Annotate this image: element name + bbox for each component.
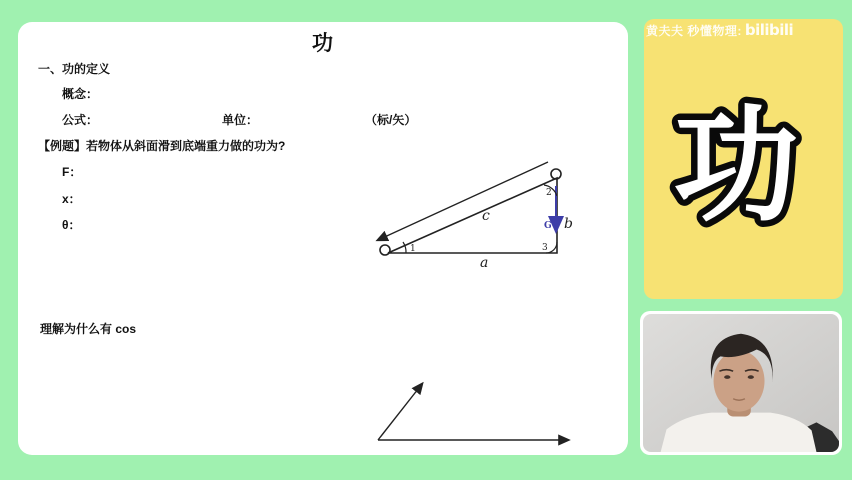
whiteboard <box>18 22 628 455</box>
angle-arc-1 <box>403 242 406 253</box>
section-heading: 一、功的定义 <box>38 62 111 76</box>
incline-triangle <box>388 178 557 253</box>
understand-note: 理解为什么有 cos <box>40 322 137 336</box>
unit-label: 单位： <box>222 113 259 127</box>
inclined-ray <box>378 384 422 440</box>
presenter-eye-right <box>748 375 754 379</box>
channel-watermark <box>646 21 842 39</box>
webcam-panel <box>640 311 842 455</box>
side-c-label: c <box>482 208 490 224</box>
topic-headline <box>644 59 843 269</box>
angle-3-label: 3 <box>542 243 548 253</box>
topic-character: 功 <box>673 94 799 239</box>
scalar-vector-label: （标/矢） <box>365 113 417 127</box>
incline-diagram <box>358 152 598 272</box>
angle-1-label: 1 <box>410 244 416 254</box>
theta-label: θ： <box>62 218 81 232</box>
side-b-label: b <box>564 216 573 232</box>
cos-angle-diagram <box>368 372 588 452</box>
angle-2-label: 2 <box>546 188 552 198</box>
formula-label: 公式： <box>62 113 99 127</box>
side-a-label: a <box>480 255 489 271</box>
concept-label: 概念： <box>62 87 99 101</box>
bilibili-logo: bilibili <box>744 21 794 39</box>
example-question: 【例题】若物体从斜面滑到底端重力做的功为? <box>38 139 286 153</box>
force-label: F： <box>62 165 82 179</box>
topic-card <box>644 19 843 299</box>
page-title: 功 <box>312 32 334 55</box>
channel-name: 黄夫夫 秒懂物理: <box>646 24 742 38</box>
ball-bottom <box>380 245 390 255</box>
presenter-eye-left <box>724 375 730 379</box>
gravity-label: G <box>544 221 552 231</box>
slide-direction-arrow <box>378 162 548 240</box>
ball-top <box>551 169 561 179</box>
presenter-face <box>714 350 765 411</box>
displacement-label: x： <box>62 192 81 206</box>
webcam-video <box>643 314 839 452</box>
